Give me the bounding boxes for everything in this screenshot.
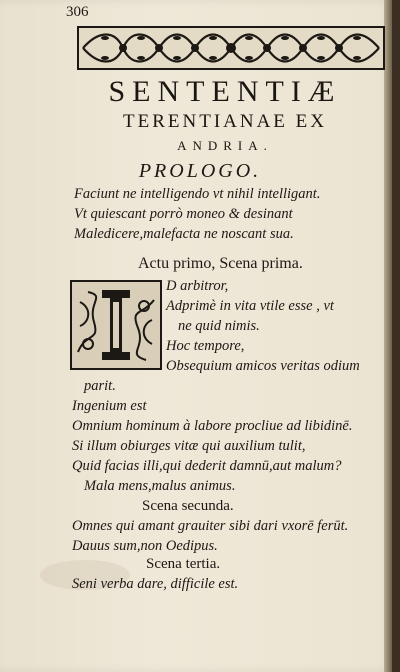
prologo-line: Vt quiescant porrò moneo & desinant xyxy=(74,206,293,222)
scene1-line: Obsequium amicos veritas odium xyxy=(166,358,360,374)
ornamental-headpiece xyxy=(77,26,385,70)
scene2-line: Omnes qui amant grauiter sibi dari vxorē ferūt. xyxy=(72,518,349,534)
act-heading: Actu primo, Scena prima. xyxy=(138,255,303,272)
scene1-line: Adprimè in vita vtile esse , vt xyxy=(166,298,334,314)
title-line-1: SENTENTIÆ xyxy=(108,75,342,108)
scene1-line: Ingenium est xyxy=(72,398,147,414)
scene2-heading: Scena secunda. xyxy=(142,498,234,514)
scene3-heading: Scena tertia. xyxy=(146,556,221,572)
scene1-line: Quid facias illi,qui dederit damnū,aut malum? xyxy=(72,458,342,474)
prologo-line: Maledicere,malefacta ne noscant sua. xyxy=(74,226,294,242)
scene2-line: Dauus sum,non Oedipus. xyxy=(72,538,218,554)
scene1-line: ne quid nimis. xyxy=(178,318,260,334)
prologo-line: Faciunt ne intelligendo vt nihil intelligant. xyxy=(74,186,321,202)
scene1-line: Mala mens,malus animus. xyxy=(84,478,236,494)
title-line-2: TERENTIANAE EX xyxy=(123,111,327,132)
decorated-initial-i xyxy=(70,280,162,370)
scene1-line: D arbitror, xyxy=(166,278,229,294)
scene3-line: Seni verba dare, difficile est. xyxy=(72,576,239,592)
prologo-heading: PROLOGO. xyxy=(138,160,262,182)
scene1-line: Hoc tempore, xyxy=(166,338,245,354)
page-number: 306 xyxy=(66,4,89,20)
scene1-line: Omnium hominum à labore procliue ad libidinē. xyxy=(72,418,353,434)
scene1-line: parit. xyxy=(84,378,116,394)
title-line-3: ANDRIA. xyxy=(177,138,273,153)
scene1-line: Si illum obiurges vitæ qui auxilium tulit, xyxy=(72,438,306,454)
